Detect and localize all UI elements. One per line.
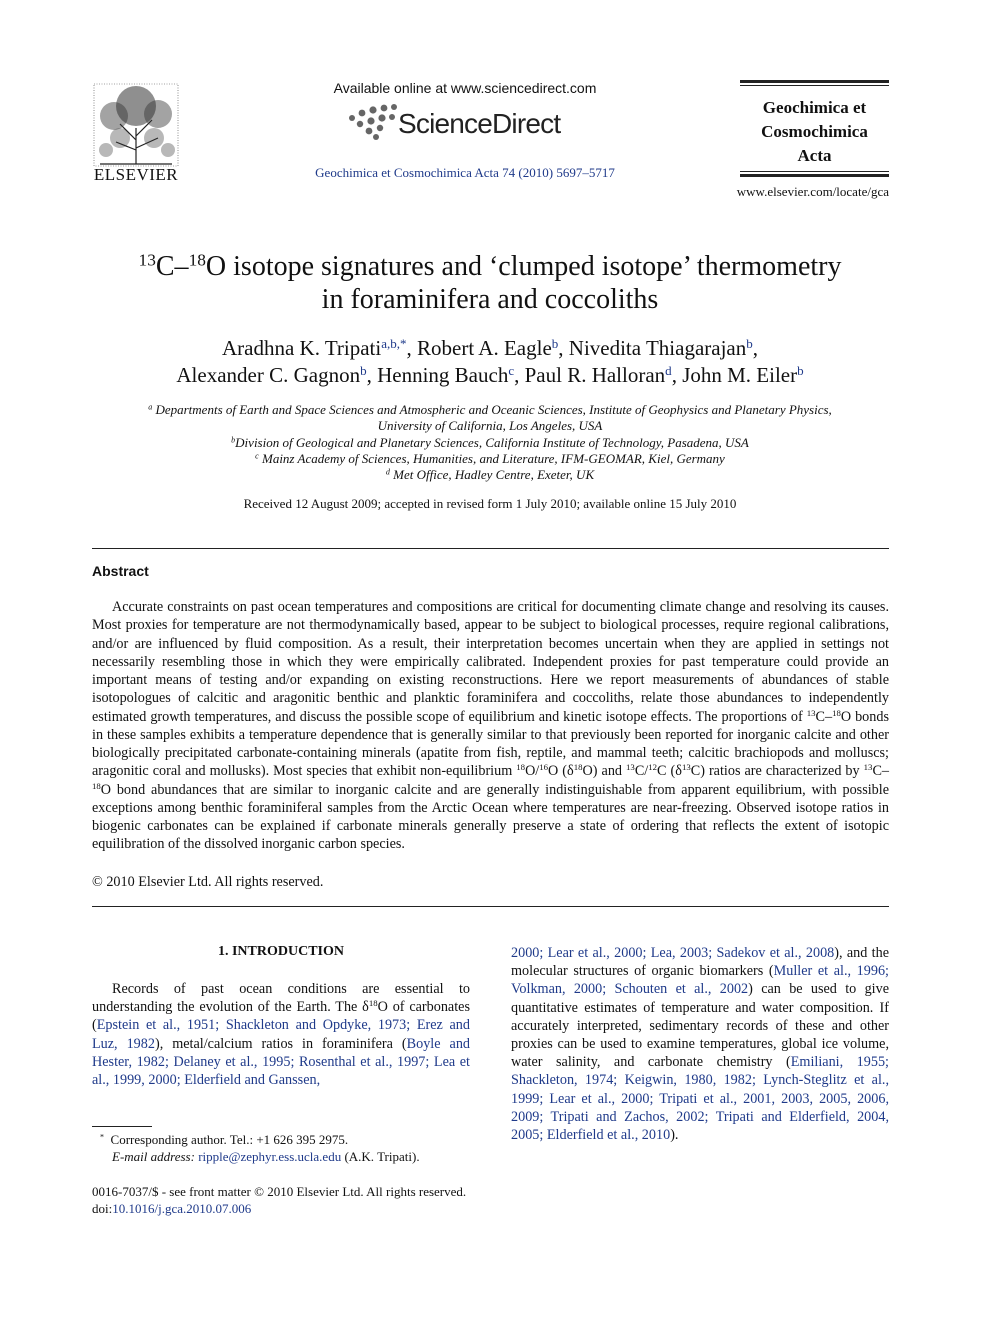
affiliation-mark: b: [231, 435, 236, 445]
journal-name-line: Geochimica et: [762, 98, 867, 117]
affiliation-mark: a: [148, 402, 153, 412]
superscript: 18: [188, 250, 206, 270]
author-separator: ,: [671, 363, 683, 387]
citation-link[interactable]: Muller et al., 1996; Volkman, 2000; Schouten et al., 2002: [511, 963, 890, 998]
journal-rule: [740, 85, 889, 86]
email-label: E-mail address:: [112, 1149, 195, 1164]
citation-link[interactable]: Boyle and Hester, 1982; Delaney et al., 1995; Rosenthal et al., 1997; Lea et al., 1999, 2000; Elderfield and Ganssen,: [92, 1035, 471, 1089]
body-text: Records of past ocean conditions are essential to understanding the evolution of the Earth. The δ: [92, 981, 470, 1016]
author-separator: ,: [514, 363, 525, 387]
author-name[interactable]: Alexander C. Gagnon: [176, 363, 361, 387]
article-title: [90, 250, 890, 316]
affiliation-line: [110, 435, 870, 451]
body-column-left: Records of past ocean conditions are essential to understanding the evolution of the Earth. The $\delta^{18}O$ of carbonates (Epstein et al., 1951; Shackleton and Opdyke, 1973; Erez and Luz, 1982), metal/calcium ratios in foraminifera (Boyle and Hester, 1982; Delaney et al., 1995; Rosenthal et al., 1997; Lea et al., 1999, 2000; Elderfield and Ganssen,: [92, 981, 471, 1089]
author-separator: ,: [558, 336, 569, 360]
affiliation-marker[interactable]: d: [665, 362, 672, 378]
abstract-text: Accurate constraints on past ocean temperatures and compositions are critical for documenting climate change and resolving its causes. Most proxies for temperature are not thermodynamically based, appear to be subject to biological processes, require regional calibrations, and/or are influenced by fluid composition. As a result, their interpretation becomes uncertain when they are applied in settings not necessarily resembling those in which they were empirically calibrated. Independent proxies for past temperature could provide an important means of testing and/or expanding on existing reconstructions. Here we report measurements of abundances of stable isotopologues of calcitic and aragonitic benthic and planktic foraminifera and coccoliths, relate those abundances to independently estimated growth temperatures, and discuss the possible scope of equilibrium and kinetic isotope effects. The proportions of: [92, 599, 889, 725]
journal-name: [740, 96, 889, 168]
affiliation-line: [110, 402, 870, 418]
author-separator: ,: [752, 336, 759, 360]
article-dates: Received 12 August 2009; accepted in revised form 1 July 2010; available online 15 July 2010: [243, 496, 737, 511]
corresponding-author-footnote: [92, 1131, 470, 1165]
footnote-rule: [92, 1126, 152, 1127]
author-separator: ,: [406, 336, 418, 360]
journal-name-line: Cosmochimica: [761, 122, 868, 141]
journal-rule: [740, 80, 889, 83]
affiliation-marker[interactable]: b: [797, 362, 804, 378]
title-line-2: in foraminifera and coccoliths: [321, 284, 659, 315]
affiliation-line: [110, 418, 870, 434]
affiliation-text: Departments of Earth and Space Sciences and Atmospheric and Oceanic Sciences, Institute of Geophysics and Planetary Physics,: [155, 402, 832, 417]
email-link[interactable]: ripple@zephyr.ess.ucla.edu: [198, 1149, 342, 1164]
footnote-text: (A.K. Tripati).: [344, 1149, 420, 1164]
journal-rule: [740, 171, 889, 172]
affiliation-marker[interactable]: b: [360, 362, 367, 378]
section-divider: [92, 906, 889, 907]
author-name[interactable]: John M. Eiler: [682, 363, 798, 387]
sciencedirect-wordmark: ScienceDirect: [398, 108, 561, 139]
citation-link[interactable]: Epstein et al., 1951; Shackleton and Opdyke, 1973; Erez and Luz, 1982: [92, 1017, 470, 1052]
author-name[interactable]: Henning Bauch: [377, 363, 509, 387]
journal-citation-link[interactable]: Geochimica et Cosmochimica Acta 74 (2010) 5697–5717: [315, 165, 615, 180]
affiliation-marker[interactable]: a,b,*: [381, 335, 407, 351]
author-name[interactable]: Robert A. Eagle: [417, 336, 552, 360]
copyright-notice: © 2010 Elsevier Ltd. All rights reserved.: [92, 874, 324, 890]
section-divider: [92, 548, 889, 549]
affiliations: [110, 402, 870, 483]
doi-label: doi:: [92, 1201, 113, 1216]
affiliation-text: Met Office, Hadley Centre, Exeter, UK: [393, 467, 595, 483]
section-heading: 1. INTRODUCTION: [217, 944, 344, 959]
available-online-text: Available online at www.sciencedirect.com: [333, 80, 597, 96]
affiliation-line: [110, 467, 870, 483]
front-matter: [92, 1183, 512, 1217]
citation-link[interactable]: Emiliani, 1955; Shackleton, 1974; Keigwin, 1980, 1982; Lynch-Steglitz et al., 1999; Lear et al., 2000; Tripati et al., 2001, 2003, 2005, 2006, 2009; Tripati and Zachos, 2002; Tripati and Elderfield, 2004, 2005; Elderfield et al., 2010: [511, 1054, 889, 1144]
journal-rule: [740, 174, 889, 177]
affiliation-text: University of California, Los Angeles, USA: [377, 418, 603, 434]
elsevier-wordmark: ELSEVIER: [93, 165, 179, 184]
author-separator: ,: [366, 363, 378, 387]
abstract-body: Accurate constraints on past ocean temperatures and compositions are critical for documenting climate change and resolving its causes. Most proxies for temperature are not thermodynamically based, appear to be subject to biological processes, require regional calibrations, and/or are influenced by fluid composition. As a result, their interpretation becomes uncertain when they are applied in settings not necessarily resembling those in which they were empirically calibrated. Independent proxies for past temperature could provide an important means of testing and/or expanding on existing reconstructions. Here we report measurements of abundances of stable isotopologues of calcitic and aragonitic benthic and planktic foraminifera and coccoliths, relate those abundances to independently estimated growth temperatures, and discuss the possible scope of equilibrium and kinetic isotope effects. The proportions of $^{13}$C–$^{18}$O bonds in these samples exhibits a temperature dependence that is generally similar to that previously been reported for inorganic calcite and other biologically precipitated carbonate-containing minerals (apatite from fish, reptile, and mammal teeth; calcitic brachiopods and molluscs; aragonitic coral and mollusks). Most species that exhibit non-equilibrium $^{18}$O/$^{16}$O $(\delta^{18}O)$ and $^{13}$C/$^{12}$C $(\delta^{13}C)$ ratios are characterized by $^{13}$C–$^{18}$O bond abundances that are similar to inorganic calcite and are generally indistinguishable from apparent equilibrium, with possible exceptions among benthic foraminiferal samples from the Arctic Ocean where temperatures are near-freezing. Observed isotope ratios in biogenic carbonates can be explained if carbonate minerals generally preserve a state of ordering that reflects the extent of isotopic equilibration of the dissolved inorganic carbon species.: [92, 599, 889, 853]
body-column-right: 2000; Lear et al., 2000; Lea, 2003; Sadekov et al., 2008), and the molecular structures of organic biomarkers (Muller et al., 1996; Volkman, 2000; Schouten et al., 2002) can be used to give quantitative estimates of temperature and water composition. If accurately interpreted, sedimentary records of these and other proxies can be used to examine temperatures, global ice volume, water salinity, and carbonate chemistry (Emiliani, 1955; Shackleton, 1974; Keigwin, 1980, 1982; Lynch-Steglitz et al., 1999; Lear et al., 2000; Tripati et al., 2001, 2003, 2005, 2006, 2009; Tripati and Zachos, 2002; Tripati and Elderfield, 2004, 2005; Elderfield et al., 2010).: [511, 945, 890, 1144]
author-name[interactable]: Aradhna K. Tripati: [221, 336, 382, 360]
footnote-text: Corresponding author. Tel.: +1 626 395 2975.: [110, 1132, 349, 1147]
issn-line: 0016-7037/$ - see front matter © 2010 Elsevier Ltd. All rights reserved.: [92, 1184, 467, 1199]
journal-name-line: Acta: [797, 146, 832, 165]
affiliation-marker[interactable]: c: [508, 362, 515, 378]
author-list: [90, 335, 890, 389]
title-text: C–: [155, 251, 189, 282]
affiliation-mark: d: [385, 467, 390, 477]
author-name[interactable]: Nivedita Thiagarajan: [568, 336, 747, 360]
abstract-heading: Abstract: [92, 563, 149, 579]
affiliation-marker[interactable]: b: [746, 335, 753, 351]
title-text: O isotope signatures and ‘clumped isotope’ thermometry: [205, 251, 842, 282]
journal-url-link[interactable]: www.elsevier.com/locate/gca: [736, 184, 889, 199]
citation-link[interactable]: 2000; Lear et al., 2000; Lea, 2003; Sadekov et al., 2008: [511, 945, 835, 961]
affiliation-text: Mainz Academy of Sciences, Humanities, and Literature, IFM-GEOMAR, Kiel, Germany: [261, 450, 725, 466]
affiliation-marker[interactable]: b: [551, 335, 559, 351]
affiliation-line: [110, 451, 870, 467]
affiliation-mark: c: [255, 451, 259, 461]
footnote-mark: *: [100, 1132, 105, 1142]
author-name[interactable]: Paul R. Halloran: [524, 363, 666, 387]
affiliation-text: Division of Geological and Planetary Sciences, California Institute of Technology, Pasadena, USA: [235, 434, 749, 450]
doi-link[interactable]: 10.1016/j.gca.2010.07.006: [112, 1201, 252, 1216]
superscript: 13: [138, 250, 156, 270]
